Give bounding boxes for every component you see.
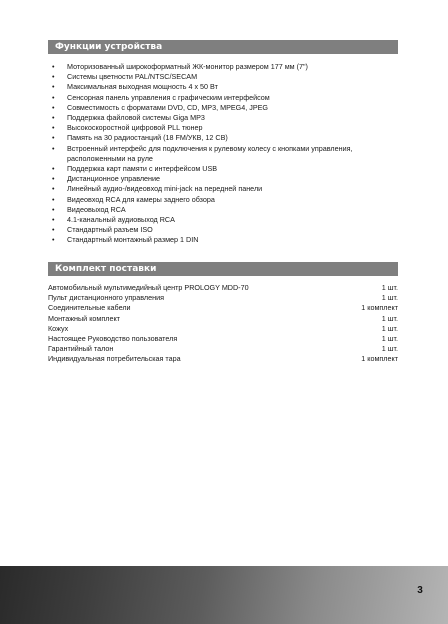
bullet-icon: • bbox=[52, 133, 55, 143]
features-title: Функции устройства bbox=[55, 42, 163, 52]
bullet-icon: • bbox=[52, 174, 55, 184]
kit-title: Комплект поставки bbox=[55, 264, 157, 274]
table-row bbox=[48, 354, 398, 364]
kit-item-qty: 1 комплект bbox=[361, 354, 398, 364]
table-row bbox=[48, 344, 398, 354]
features-list bbox=[48, 62, 398, 246]
feature-item: • Линейный аудио-/видеовход mini-jack на передней панели bbox=[52, 184, 263, 194]
bullet-icon: • bbox=[52, 225, 55, 235]
kit-item-qty: 1 шт. bbox=[381, 344, 398, 354]
kit-item-qty: 1 шт. bbox=[381, 323, 398, 333]
kit-item-name: Пульт дистанционного управления bbox=[48, 293, 164, 303]
table-row bbox=[48, 303, 398, 313]
feature-item: • Системы цветности PAL/NTSC/SECAM bbox=[52, 72, 198, 82]
feature-item: • Стандартный монтажный размер 1 DIN bbox=[52, 235, 199, 245]
feature-item: • Совместимость с форматами DVD, CD, MP3, MPEG4, JPEG bbox=[52, 102, 269, 112]
feature-item: • Стандартный разъем ISO bbox=[52, 225, 153, 235]
kit-item-name: Гарантийный талон bbox=[48, 344, 114, 354]
bullet-icon: • bbox=[52, 215, 55, 225]
bullet-icon: • bbox=[52, 143, 55, 153]
feature-item: • Моторизованный широкоформатный ЖК-монитор размером 177 мм (7") bbox=[52, 62, 308, 71]
kit-item-qty: 1 шт. bbox=[381, 334, 398, 344]
table-row bbox=[48, 314, 398, 324]
feature-item: • Поддержка файловой системы Giga MP3 bbox=[52, 113, 205, 123]
feature-item: • Высокоскоростной цифровой PLL тюнер bbox=[52, 123, 203, 133]
bullet-icon: • bbox=[52, 123, 55, 133]
bullet-icon: • bbox=[52, 82, 55, 92]
kit-item-name: Монтажный комплект bbox=[48, 313, 120, 323]
kit-item-name: Индивидуальная потребительская тара bbox=[48, 354, 181, 364]
bullet-icon: • bbox=[52, 184, 55, 194]
bullet-icon: • bbox=[52, 102, 55, 112]
bullet-icon: • bbox=[52, 164, 55, 174]
page-number: 3 bbox=[417, 585, 423, 596]
kit-item-qty: 1 шт. bbox=[381, 293, 398, 303]
footer-photo-band bbox=[0, 566, 448, 624]
bullet-icon: • bbox=[52, 92, 55, 102]
table-row bbox=[48, 283, 398, 293]
kit-section-header bbox=[48, 262, 398, 276]
bullet-icon: • bbox=[52, 235, 55, 245]
bullet-icon: • bbox=[52, 113, 55, 123]
kit-item-qty: 1 комплект bbox=[361, 303, 398, 313]
feature-item: • Дистанционное управление bbox=[52, 174, 161, 184]
feature-item: • Память на 30 радиостанций (18 FM/УКВ, 12 СВ) bbox=[52, 133, 228, 143]
feature-item: • Встроенный интерфейс для подключения к рулевому колесу с кнопками управления, расположенными на руле bbox=[52, 143, 353, 163]
kit-item-name: Автомобильный мультимедийный центр PROLOGY MDD-70 bbox=[48, 283, 249, 292]
bullet-icon: • bbox=[52, 62, 55, 71]
kit-table bbox=[48, 283, 398, 365]
feature-item: • Сенсорная панель управления с графическим интерфейсом bbox=[52, 92, 270, 102]
table-row bbox=[48, 324, 398, 334]
feature-item: • Максимальная выходная мощность 4 x 50 Вт bbox=[52, 82, 218, 92]
feature-item: • Поддержка карт памяти с интерфейсом USB bbox=[52, 164, 218, 174]
feature-item: • Видеовыход RCA bbox=[52, 204, 126, 214]
kit-item-name: Кожух bbox=[48, 323, 69, 333]
kit-item-qty: 1 шт. bbox=[381, 283, 398, 292]
kit-item-name: Настоящее Руководство пользователя bbox=[48, 334, 178, 344]
table-row bbox=[48, 334, 398, 344]
bullet-icon: • bbox=[52, 204, 55, 214]
kit-item-qty: 1 шт. bbox=[381, 313, 398, 323]
feature-item: • 4.1-канальный аудиовыход RCA bbox=[52, 215, 175, 225]
table-row bbox=[48, 293, 398, 303]
bullet-icon: • bbox=[52, 72, 55, 82]
bullet-icon: • bbox=[52, 194, 55, 204]
feature-item: • Видеовход RCA для камеры заднего обзора bbox=[52, 194, 215, 204]
kit-item-name: Соединительные кабели bbox=[48, 303, 131, 313]
features-section-header bbox=[48, 40, 398, 54]
